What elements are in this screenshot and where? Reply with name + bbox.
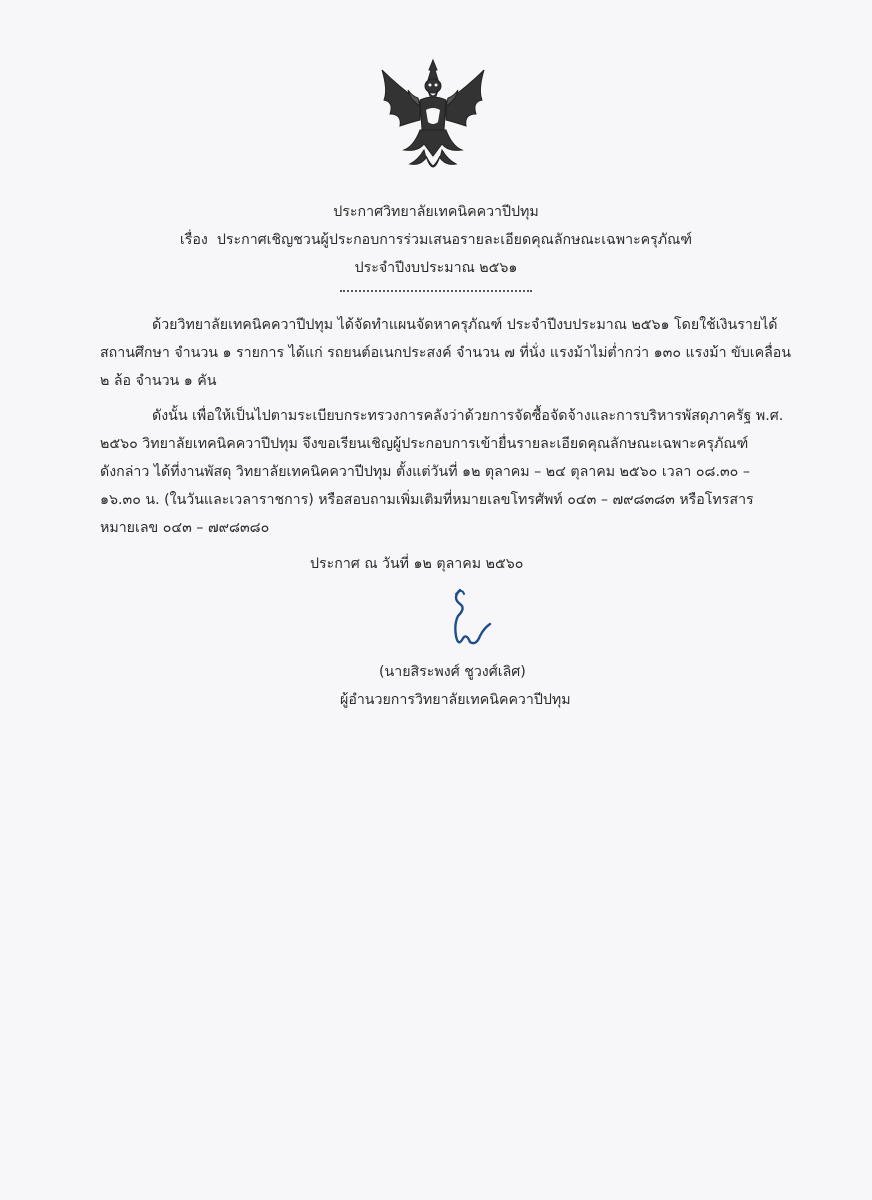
signature-icon xyxy=(446,584,494,652)
paragraph-2-line-3: ดังกล่าว ได้ที่งานพัสดุ วิทยาลัยเทคนิคควาปีปทุม ตั้งแต่วันที่ ๑๒ ตุลาคม – ๒๔ ตุลาคม ๒๕๖๐ เวลา ๐๘.๓๐ – xyxy=(100,464,750,480)
announcement-subject-line xyxy=(0,233,872,247)
signer-name: (นายสิระพงศ์ ชูวงศ์เลิศ) xyxy=(379,664,526,680)
fiscal-year-line: ประจำปีงบประมาณ ๒๕๖๑ xyxy=(354,260,518,276)
garuda-emblem-icon xyxy=(374,56,492,180)
paragraph-2-line-1: ดังนั้น เพื่อให้เป็นไปตามระเบียบกระทรวงการคลังว่าด้วยการจัดซื้อจัดจ้างและการบริหารพัสดุภาครัฐ พ.ศ. xyxy=(152,408,784,424)
announcement-title: ประกาศวิทยาลัยเทคนิคควาปีปทุม xyxy=(333,204,539,220)
dotted-divider xyxy=(340,290,532,292)
paragraph-2-line-5: หมายเลข ๐๔๓ – ๗๙๘๓๘๐ xyxy=(100,520,270,536)
subject-label: เรื่อง xyxy=(179,232,208,248)
paragraph-2-line-2: ๒๕๖๐ วิทยาลัยเทคนิคควาปีปทุม จึงขอเรียนเชิญผู้ประกอบการเข้ายื่นรายละเอียดคุณลักษณะเฉพาะครุภัณฑ์ xyxy=(100,436,749,452)
announcement-date: ประกาศ ณ วันที่ ๑๒ ตุลาคม ๒๕๖๐ xyxy=(310,556,524,572)
paragraph-1-line-1: ด้วยวิทยาลัยเทคนิคควาปีปทุม ได้จัดทำแผนจัดหาครุภัณฑ์ ประจำปีงบประมาณ ๒๕๖๑ โดยใช้เงินรายได้ xyxy=(152,317,778,333)
subject-text: ประกาศเชิญชวนผู้ประกอบการร่วมเสนอรายละเอียดคุณลักษณะเฉพาะครุภัณฑ์ xyxy=(216,232,693,248)
paragraph-2-line-4: ๑๖.๓๐ น. (ในวันและเวลาราชการ) หรือสอบถามเพิ่มเติมที่หมายเลขโทรศัพท์ ๐๔๓ – ๗๙๘๓๘๓ หรือโทรสาร xyxy=(100,492,754,508)
paragraph-1-line-3: ๒ ล้อ จำนวน ๑ คัน xyxy=(100,373,217,389)
paragraph-1-line-2: สถานศึกษา จำนวน ๑ รายการ ได้แก่ รถยนต์อเนกประสงค์ จำนวน ๗ ที่นั่ง แรงม้าไม่ต่ำกว่า ๑๓๐ แรงม้า ขับเคลื่อน xyxy=(100,345,791,361)
signer-title: ผู้อำนวยการวิทยาลัยเทคนิคควาปีปทุม xyxy=(340,692,571,708)
